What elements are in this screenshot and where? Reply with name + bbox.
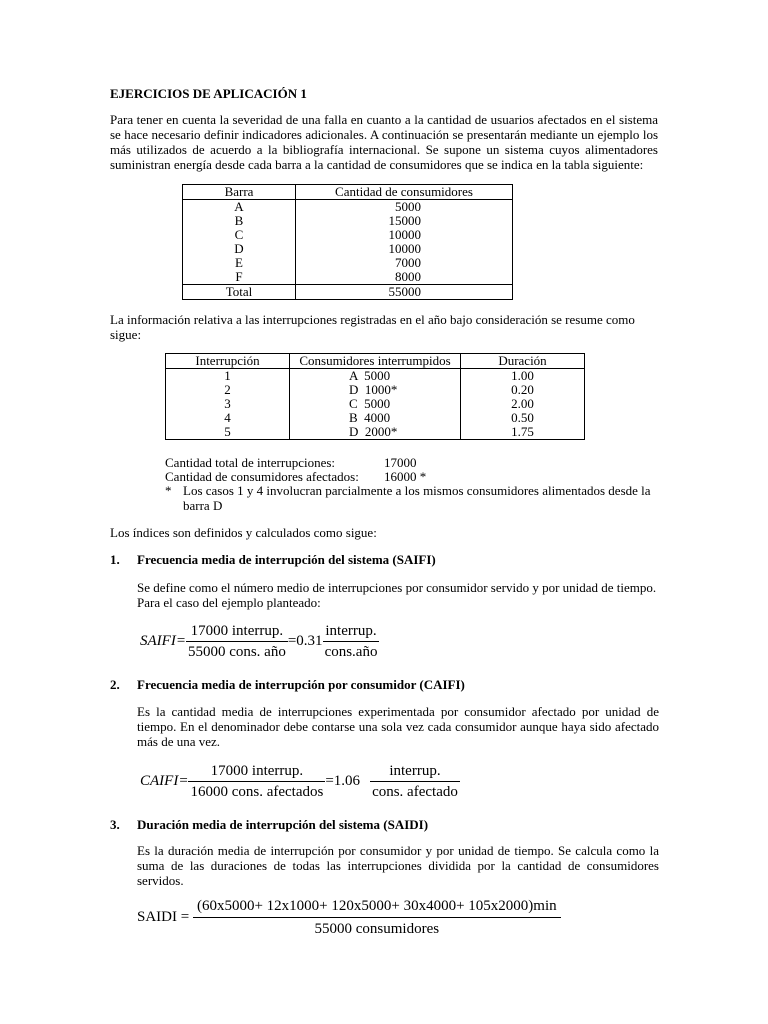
fraction-denominator: 16000 cons. afectados [190, 784, 324, 800]
table-row [166, 369, 585, 384]
equation-result: =1.06 [325, 772, 361, 789]
fraction-numerator: 17000 interrup. [186, 622, 288, 642]
table-row [183, 270, 513, 285]
table-cell: A 5000 [290, 369, 461, 384]
table-cell: 0.20 [511, 382, 534, 397]
table-cell: A [183, 200, 296, 215]
table-row [183, 256, 513, 270]
table-cell: B [183, 214, 296, 228]
equation-lhs: SAIDI = [137, 908, 190, 925]
table-header: Consumidores interrumpidos [290, 354, 461, 369]
unit-denominator: cons.año [324, 644, 378, 660]
section-number: 3. [110, 817, 120, 832]
table-cell: C [183, 228, 296, 242]
table-cell: 4 [166, 411, 290, 425]
table-cell: 10000 [388, 241, 421, 256]
caifi-description: Es la cantidad media de interrupciones experimentada por consumidor afectado por unidad de tiempo. En el denominador debe contarse una sola vez cada consumidor aunque haya sido afectado más de una vez. [137, 704, 659, 749]
saidi-description: Es la duración media de interrupción por consumidor y por unidad de tiempo. Se calcula como la suma de las duraciones de todas las interrupciones dividida por la cantidad de consumidores servidos. [137, 843, 659, 888]
table-total-row [183, 285, 513, 300]
table-row [183, 214, 513, 228]
unit-numerator: interrup. [323, 622, 380, 642]
caifi-equation [140, 762, 460, 801]
interruptions-intro: La información relativa a las interrupciones registradas en el año bajo consideración se resume como sigue: [110, 312, 635, 342]
fraction-numerator: (60x5000+ 12x1000+ 120x5000+ 30x4000+ 105x2000)min [193, 897, 561, 918]
table-row [183, 228, 513, 242]
total-interruptions-label: Cantidad total de interrupciones: [165, 455, 336, 470]
table-cell: F [183, 270, 296, 285]
fraction-denominator: 55000 consumidores [314, 921, 440, 937]
equation-lhs: CAIFI= [140, 772, 189, 789]
fraction-denominator: 55000 cons. año [187, 644, 286, 660]
table-cell: D [183, 242, 296, 256]
footnote-mark: * [165, 483, 172, 498]
affected-consumers-value: 16000 * [384, 469, 427, 484]
table-cell: 2.00 [511, 396, 534, 411]
table-row [166, 411, 585, 425]
table-cell: 3 [166, 397, 290, 411]
page-title: EJERCICIOS DE APLICACIÓN 1 [110, 86, 307, 101]
equation-fraction [188, 762, 325, 801]
table-cell: 1 [166, 369, 290, 384]
table-cell: 1.00 [511, 368, 534, 383]
table-cell: 0.50 [511, 410, 534, 425]
table-cell: 15000 [388, 213, 421, 228]
equation-unit-fraction [323, 622, 380, 661]
footnote-text: Los casos 1 y 4 involucran parcialmente a los mismos consumidores alimentados desde la barra D [183, 483, 651, 513]
table-cell: E [183, 256, 296, 270]
table-cell: D 1000* [290, 383, 461, 397]
equation-lhs: SAIFI= [140, 632, 186, 649]
table-header: Interrupción [166, 354, 290, 369]
saifi-equation [140, 622, 379, 661]
section-number: 2. [110, 677, 120, 692]
equation-unit-fraction [370, 762, 460, 801]
table-cell: 5000 [395, 199, 421, 214]
total-interruptions-value: 17000 [384, 455, 417, 470]
table-header: Barra [183, 185, 296, 200]
indices-intro: Los índices son definidos y calculados como sigue: [110, 525, 377, 540]
table-header: Cantidad de consumidores [335, 184, 473, 199]
table-cell: C 5000 [290, 397, 461, 411]
table-cell: 5 [166, 425, 290, 440]
table-row [183, 242, 513, 256]
table-cell: 8000 [395, 269, 421, 284]
unit-numerator: interrup. [370, 762, 460, 782]
equation-result: =0.31 [287, 632, 323, 649]
interruptions-table [165, 353, 585, 440]
intro-paragraph: Para tener en cuenta la severidad de una falla en cuanto a la cantidad de usuarios afectados en el sistema se hace necesario definir indicadores adicionales. A continuación se presentarán mediante un ejemplo los más utilizados de acuerdo a la bibliografía internacional. Se supone un sistema cuyos alimentadores suministran energía desde cada barra a la cantidad de consumidores que se indica en la tabla siguiente: [110, 112, 658, 172]
table-cell: D 2000* [290, 425, 461, 440]
equation-fraction [186, 622, 288, 661]
saidi-equation [137, 897, 561, 938]
table-cell: B 4000 [290, 411, 461, 425]
table-cell: Total [183, 285, 296, 300]
equation-fraction [193, 897, 561, 938]
section-title-caifi: Frecuencia media de interrupción por consumidor (CAIFI) [137, 677, 465, 692]
section-title-saidi: Duración media de interrupción del sistema (SAIDI) [137, 817, 429, 832]
table-cell: 7000 [395, 255, 421, 270]
unit-denominator: cons. afectado [372, 784, 458, 800]
table-cell: 55000 [388, 284, 421, 299]
table-row [183, 200, 513, 215]
consumers-table [182, 184, 513, 300]
affected-consumers-label: Cantidad de consumidores afectados: [165, 469, 359, 484]
table-row [166, 383, 585, 397]
section-title-saifi: Frecuencia media de interrupción del sistema (SAIFI) [137, 552, 436, 567]
table-cell: 1.75 [511, 424, 534, 439]
table-row [166, 397, 585, 411]
section-number: 1. [110, 552, 120, 567]
table-cell: 10000 [388, 227, 421, 242]
table-cell: 2 [166, 383, 290, 397]
table-header: Duración [498, 353, 547, 368]
table-row [166, 425, 585, 440]
fraction-numerator: 17000 interrup. [188, 762, 325, 782]
saifi-description: Se define como el número medio de interrupciones por consumidor servido y por unidad de tiempo. Para el caso del ejemplo planteado: [137, 580, 657, 610]
